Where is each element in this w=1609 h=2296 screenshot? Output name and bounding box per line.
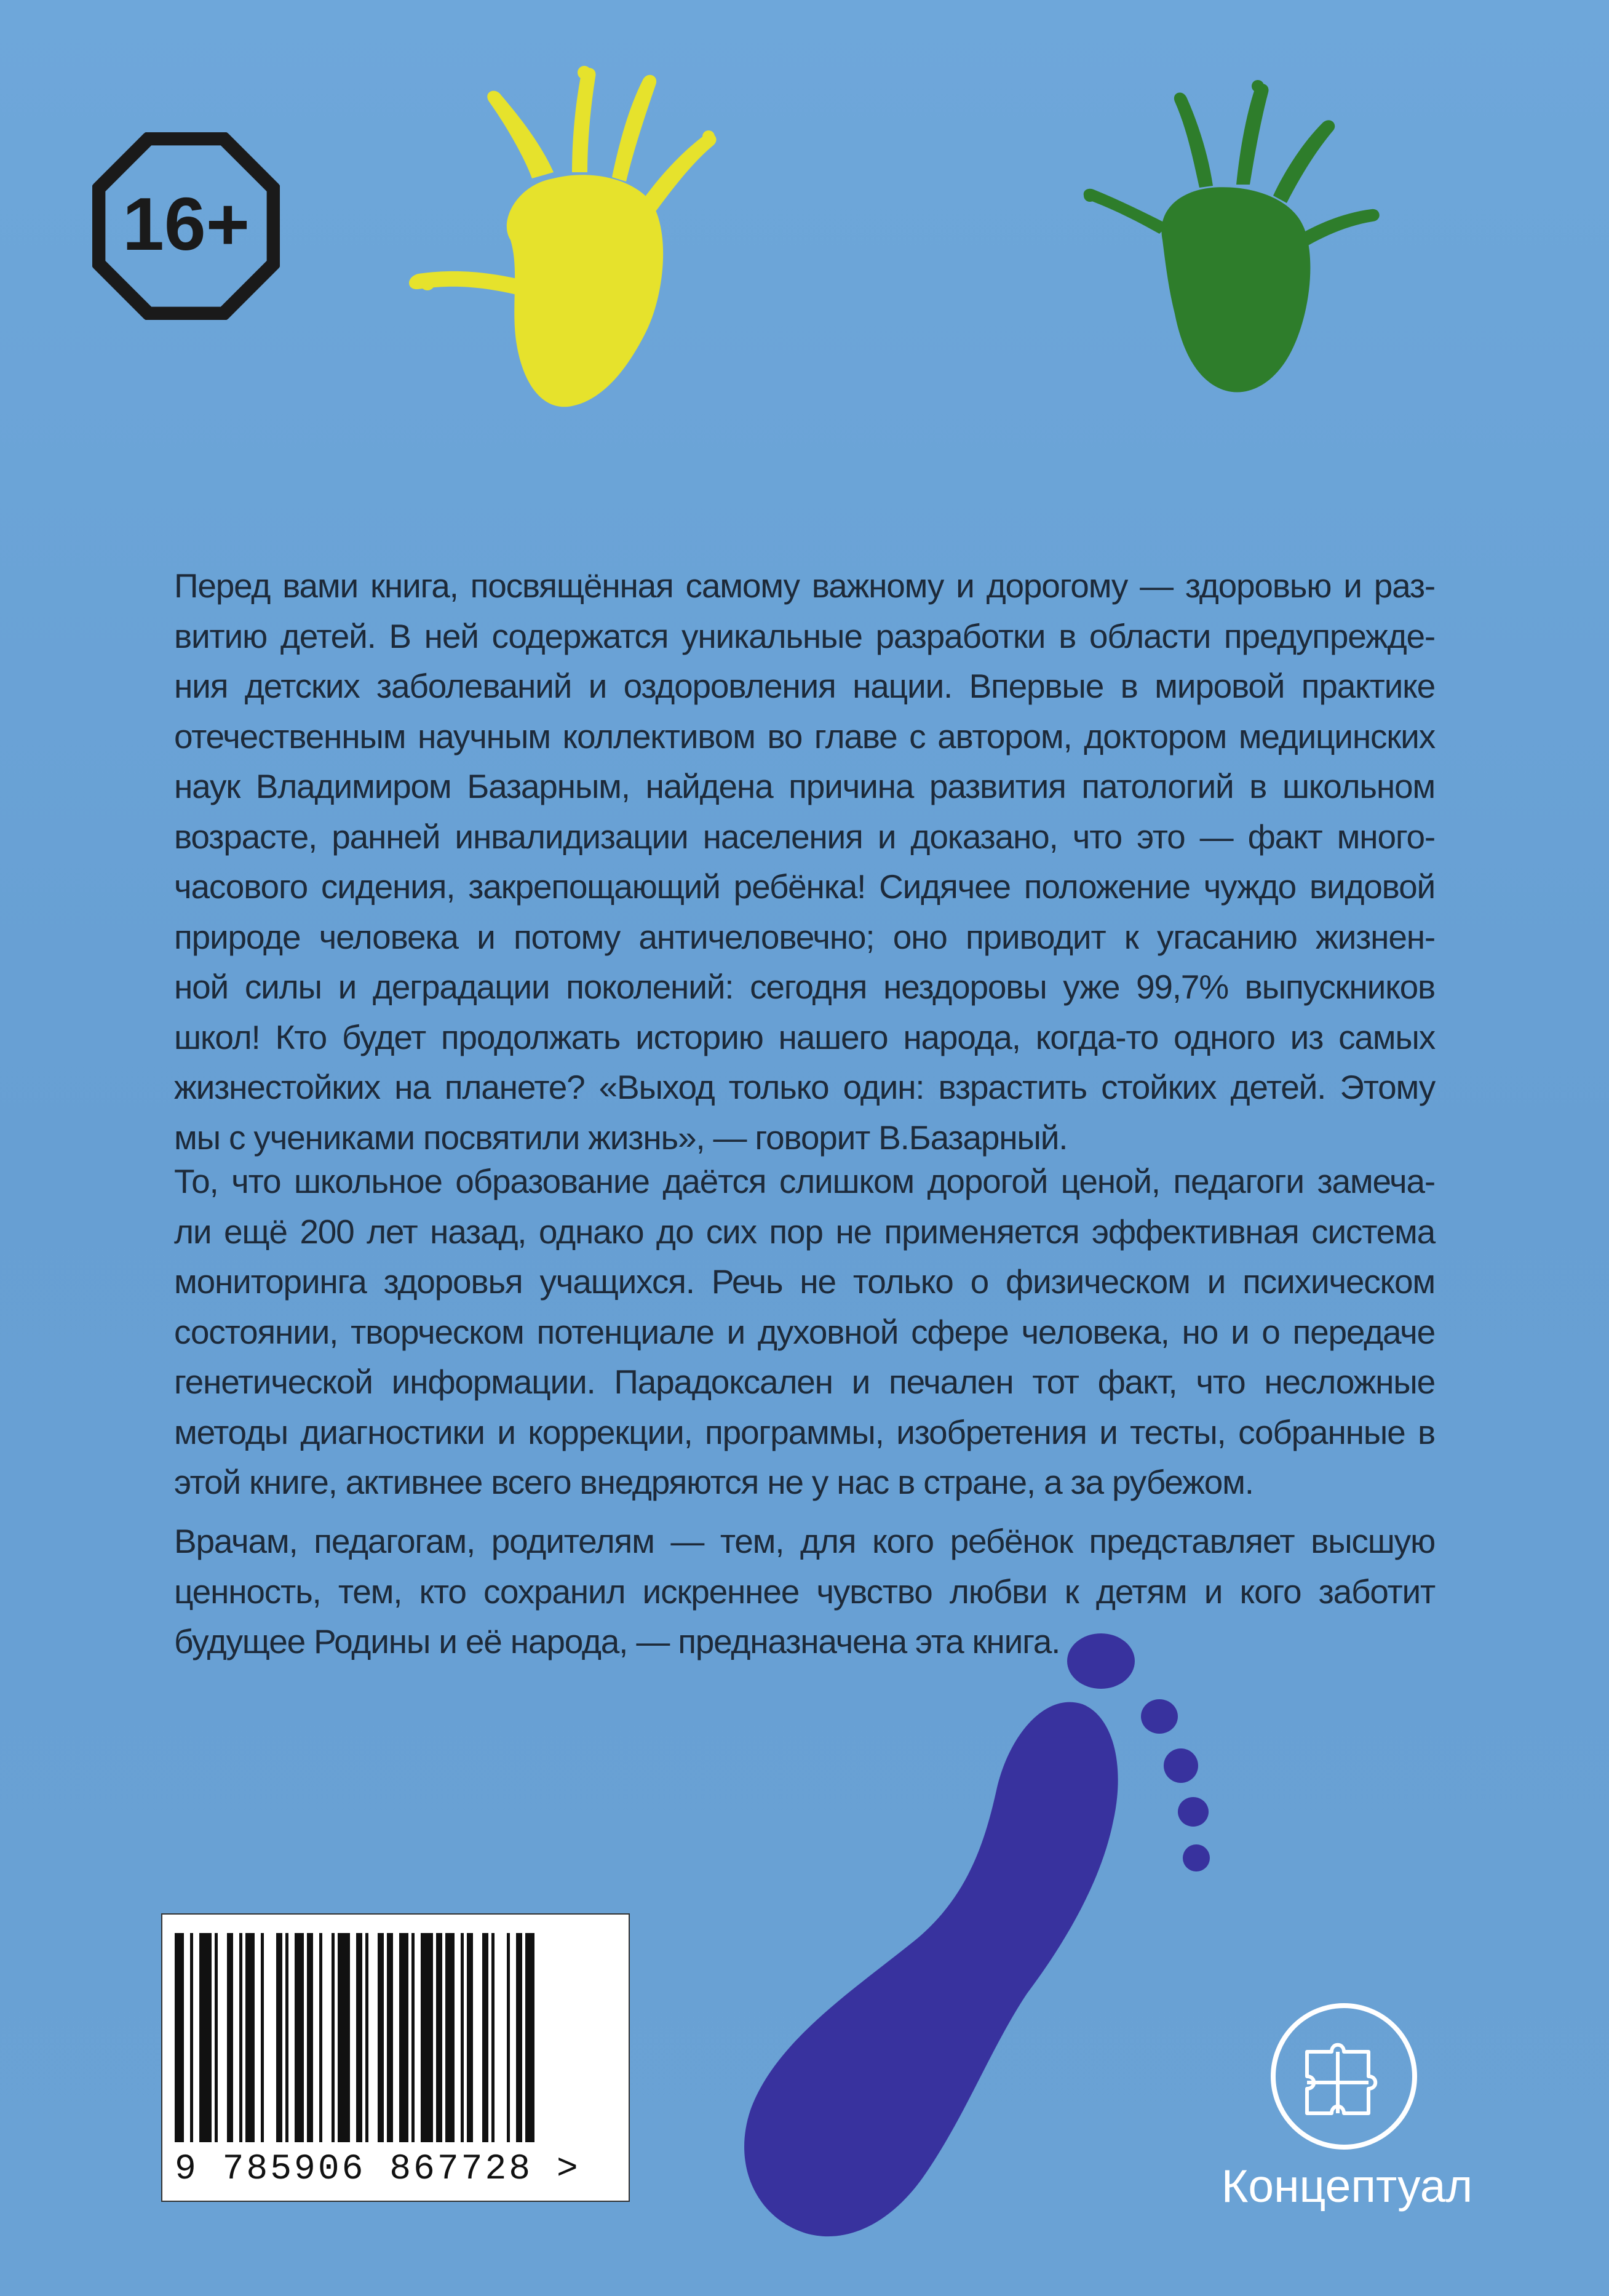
text-line: школ! Кто будет продолжать историю нашего народа, когда-то одного из самых [174, 1018, 1435, 1056]
text-line: мы с учениками посвятили жизнь», — говорит В.Базарный. [174, 1118, 1068, 1157]
green-handprint-icon [1052, 55, 1445, 412]
barcode-bar [482, 1933, 488, 2142]
text-line: природе человека и потому античеловечно; оно приводит к угасанию жизнен- [174, 917, 1435, 956]
age-rating-octagon-icon [92, 132, 280, 320]
barcode-bar [295, 1933, 304, 2142]
barcode-bar [421, 1933, 433, 2142]
barcode-bar [285, 1933, 288, 2142]
barcode-bar [461, 1933, 464, 2142]
barcode-bar [356, 1933, 362, 2142]
barcode-bar [387, 1933, 393, 2142]
blue-footprint [707, 1624, 1230, 2295]
footprint-icon [707, 1624, 1230, 2295]
age-rating-badge [92, 132, 280, 320]
barcode-bars [175, 1933, 616, 2142]
text-line: наук Владимиром Базарным, найдена причина развития патологий в школьном [174, 767, 1435, 805]
barcode-bar [215, 1933, 218, 2142]
barcode-bar [338, 1933, 350, 2142]
barcode-bar [507, 1933, 510, 2142]
isbn-barcode [161, 1913, 630, 2202]
text-line: будущее Родины и её народа, — предназначена эта книга. [174, 1622, 1060, 1660]
description-paragraph-2 [174, 1157, 1435, 1508]
barcode-bar [276, 1933, 282, 2142]
text-line: часового сидения, закрепощающий ребёнка! Сидячее положение чуждо видовой [174, 867, 1435, 906]
barcode-bar [411, 1933, 415, 2142]
barcode-bar [199, 1933, 212, 2142]
text-line: отечественным научным коллективом во главе с автором, доктором медицинских [174, 717, 1435, 755]
text-line: ния детских заболеваний и оздоровления нации. Впервые в мировой практике [174, 667, 1435, 705]
barcode-bar [245, 1933, 255, 2142]
yellow-handprint [369, 37, 800, 431]
barcode-bar [436, 1933, 442, 2142]
text-line: генетической информации. Парадоксален и печален тот факт, что несложные [174, 1363, 1435, 1401]
text-line: Перед вами книга, посвящённая самому важному и дорогому — здоровью и раз- [174, 567, 1435, 605]
barcode-bar [227, 1933, 233, 2142]
barcode-bar [175, 1933, 184, 2142]
text-line: витию детей. В ней содержатся уникальные разработки в области предупрежде- [174, 616, 1435, 655]
barcode-bar [399, 1933, 408, 2142]
text-line: состоянии, творческом потенциале и духовной сфере человека, но и о передаче [174, 1312, 1435, 1351]
barcode-bar [378, 1933, 384, 2142]
text-line: жизнестойких на планете? «Выход только один: взрастить стойких детей. Этому [174, 1068, 1435, 1106]
publisher-logo [1267, 1999, 1421, 2153]
text-line: ной силы и деградации поколений: сегодня нездоровы уже 99,7% выпускников [174, 968, 1435, 1006]
barcode-bar [445, 1933, 455, 2142]
text-line: методы диагностики и коррекции, программы, изобретения и тесты, собранные в [174, 1413, 1435, 1451]
isbn-number: 9 785906 867728 > [175, 2150, 581, 2190]
text-line: мониторинга здоровья учащихся. Речь не только о физическом и психическом [174, 1262, 1435, 1301]
text-line: ли ещё 200 лет назад, однако до сих пор не применяется эффективная система [174, 1212, 1435, 1251]
barcode-bar [491, 1933, 495, 2142]
text-line: этой книге, активнее всего внедряются не у нас в стране, а за рубежом. [174, 1463, 1253, 1501]
publisher-name: Концептуал [1221, 2160, 1473, 2212]
barcode-bar [516, 1933, 522, 2142]
text-line: ценность, тем, кто сохранил искреннее чувство любви к детям и кого заботит [174, 1572, 1435, 1611]
barcode-bar [319, 1933, 322, 2142]
text-line: Врачам, педагогам, родителям — тем, для кого ребёнок представляет высшую [174, 1522, 1435, 1560]
barcode-bar [467, 1933, 473, 2142]
text-line: То, что школьное образование даётся слишком дорогой ценой, педагоги замеча- [174, 1162, 1435, 1200]
barcode-bar [190, 1933, 193, 2142]
barcode-bar [332, 1933, 335, 2142]
yellow-handprint-icon [369, 37, 800, 431]
description-paragraph-1 [174, 561, 1435, 1163]
barcode-bar [365, 1933, 368, 2142]
green-handprint [1052, 55, 1445, 412]
barcode-bar [525, 1933, 534, 2142]
puzzle-circle-logo-icon [1267, 1999, 1421, 2153]
barcode-bar [239, 1933, 242, 2142]
barcode-bar [261, 1933, 264, 2142]
text-line: возрасте, ранней инвалидизации населения и доказано, что это — факт много- [174, 817, 1435, 856]
barcode-bar [307, 1933, 313, 2142]
age-rating-text: 16+ [122, 182, 250, 266]
